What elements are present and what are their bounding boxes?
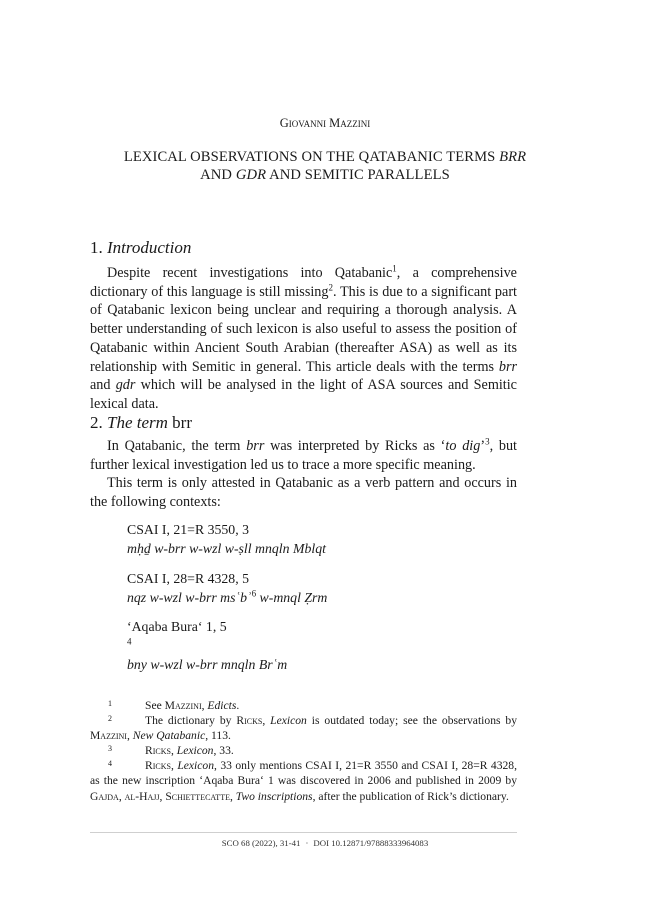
footnote-text: , 33.: [213, 744, 234, 757]
section2-paragraph-2: [90, 474, 517, 511]
term-brr: brr: [498, 358, 517, 375]
example-text: bny w-wzl w-brr mnqln Brʿm: [127, 657, 288, 672]
footnote-author: Ricks: [145, 744, 171, 757]
section2-heading: [90, 413, 192, 433]
footnote-work: Edicts: [207, 699, 237, 712]
example-reference: [127, 617, 287, 655]
footnote-text: See: [145, 699, 165, 712]
footnote-text: ,: [262, 714, 271, 727]
footnote-text: , 33 only mentions CSAI I, 21=R 3550 and CSAI I, 28=R 4328, as the new inscription ‘Aqaba Bura‘ 1 was discovered in 2006 and published in 2009 by: [90, 759, 518, 788]
example-reference: CSAI I, 21=R 3550, 3: [127, 522, 249, 537]
footnote-text: ,: [201, 699, 208, 712]
para-text: . This is due to a significant part of Qatabanic lexicon being unclear and requiring a thorough analysis. A better understanding of such lexicon is also useful to assess the position of Qatabanic within Ancient South Arabian (thereafter ASA) as well as its relationship with Semitic in general. This article deals with the terms: [90, 283, 517, 375]
example-reference-text: ‘Aqaba Bura‘ 1, 5: [127, 619, 227, 634]
para-text: and: [90, 377, 116, 394]
para-text: , a comprehensive dictionary of this language is still missing: [90, 265, 517, 300]
para-text: This term is only attested in Qatabanic as a verb pattern and occurs in the following contexts:: [90, 475, 517, 510]
footnote-text: , after the publication of Rick’s dictionary.: [312, 789, 509, 803]
footer-citation: SCO 68 (2022), 31-41: [221, 838, 301, 848]
section1-title: Introduction: [107, 238, 192, 257]
example-text: nqz w-wzl w-brr msʿbʾ: [127, 590, 252, 605]
title-line2-post: AND SEMITIC PARALLELS: [266, 167, 450, 183]
footnote-text: ,: [126, 729, 133, 743]
example-text: w-mnql Ẓrm: [256, 590, 328, 605]
footnote-ref-2[interactable]: 2: [328, 281, 333, 292]
footnote-text: , 113.: [205, 729, 231, 743]
footnote-text: .: [236, 699, 240, 712]
footnote-number: 4: [108, 759, 112, 768]
footnote-number: 2: [108, 714, 112, 723]
footer-separator: ·: [305, 838, 309, 848]
footnote-author: Gajda, al-Hajj, Schiettecatte: [90, 789, 230, 803]
footnote-number: 3: [108, 744, 112, 753]
footnote-4: [90, 756, 517, 804]
example-1: [127, 520, 326, 558]
para-text: In Qatabanic, the term: [107, 438, 247, 454]
footnote-text: ,: [170, 744, 177, 757]
footnote-work: New Qatabanic: [132, 729, 206, 743]
term-gdr: gdr: [115, 377, 136, 394]
footnote-text: The dictionary by: [145, 714, 237, 727]
footer-rule: [90, 832, 517, 833]
footnote-author: Ricks: [145, 759, 171, 772]
section2-paragraph-1: [90, 437, 517, 474]
section2-title-word: brr: [167, 413, 192, 432]
title-line2-pre: AND: [200, 167, 236, 183]
para-text: which will be analysed in the light of ASA sources and Semitic lexical data.: [90, 377, 517, 412]
example-3: [127, 617, 287, 674]
footnote-text: is outdated today; see the observations by: [306, 714, 517, 727]
footer-doi[interactable]: DOI 10.12871/97888333964083: [313, 838, 429, 848]
title-line1-text: LEXICAL OBSERVATIONS ON THE QATABANIC TERMS: [123, 149, 500, 165]
example-transliteration: [127, 588, 327, 607]
footnote-2: [90, 711, 517, 744]
article-title: [90, 148, 560, 184]
footnote-text: ,: [170, 759, 178, 772]
section2-title: The term: [107, 413, 168, 432]
para-text: was interpreted by Ricks as ‘: [264, 438, 446, 454]
example-text: mḥḏ w-brr w-wzl w-ṣll mnqln Mblqt: [127, 541, 326, 556]
footnote-author: Mazzini: [90, 729, 127, 743]
title-term-brr: BRR: [499, 149, 527, 165]
author-name: Giovanni Mazzini: [279, 116, 371, 130]
example-transliteration: [127, 539, 326, 558]
title-term-gdr: GDR: [235, 167, 267, 183]
para-text: ’: [480, 438, 486, 454]
gloss-to-dig: to dig: [445, 438, 481, 454]
para-text: Despite recent investigations into Qatabanic: [107, 265, 393, 281]
section2-number: 2.: [90, 413, 107, 432]
example-transliteration: [127, 655, 287, 674]
footnote-ref-3[interactable]: 3: [485, 436, 490, 447]
example-2: [127, 569, 327, 607]
footnote-ref-6[interactable]: 6: [251, 588, 257, 599]
section1-number: 1.: [90, 238, 107, 257]
example-reference: CSAI I, 28=R 4328, 5: [127, 571, 249, 586]
footnote-ref-1[interactable]: 1: [392, 263, 397, 274]
footnote-text: ,: [229, 789, 236, 803]
page-footer: [0, 838, 650, 848]
footnote-work: Lexicon: [270, 714, 307, 727]
footnote-ref-4[interactable]: 4: [127, 636, 132, 647]
footnote-author: Ricks: [236, 714, 263, 727]
footnote-work: Lexicon: [176, 744, 214, 757]
section1-heading: [90, 238, 191, 258]
footnote-work: Lexicon: [177, 759, 215, 772]
para-text: , but further lexical investigation led us to trace a more specific meaning.: [90, 438, 517, 473]
term-brr: brr: [246, 438, 265, 454]
footnote-author: Mazzini: [164, 699, 202, 712]
section1-paragraph: [90, 264, 517, 414]
footnote-number: 1: [108, 699, 112, 708]
footnote-work: Two inscriptions: [235, 789, 313, 803]
